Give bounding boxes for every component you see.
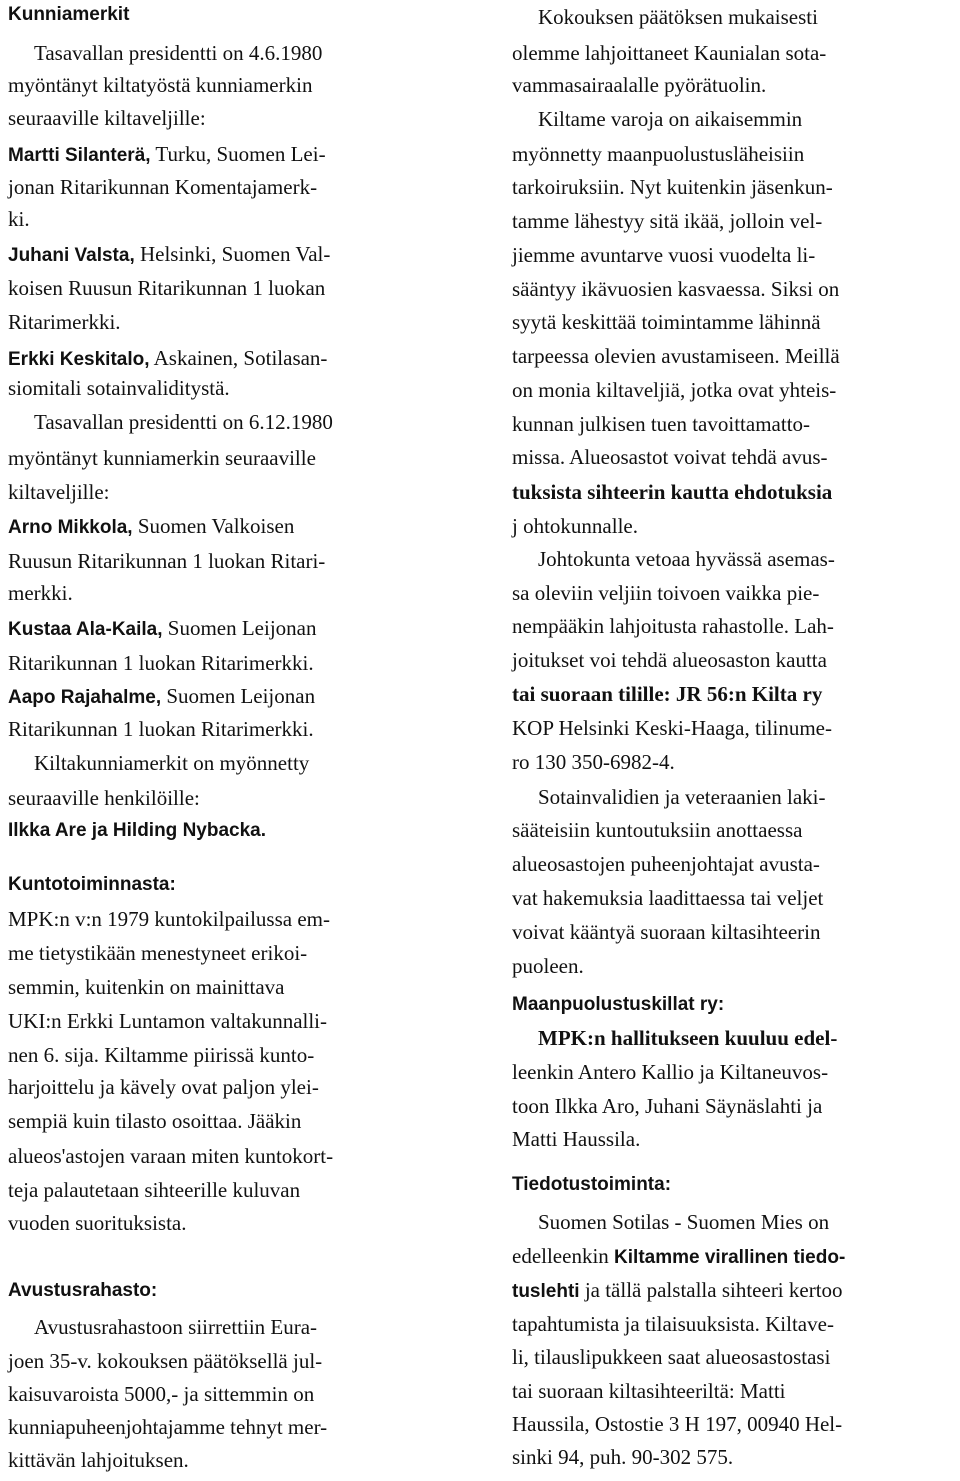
text-line: j ohtokunnalle. — [512, 514, 638, 538]
text-line: vammasairaalalle pyörätuolin. — [512, 73, 767, 97]
text-line — [512, 1243, 845, 1269]
highlighted-text: tuksista sihteerin kautta ehdotuksia — [512, 480, 833, 504]
text-line: Tasavallan presidentti on 6.12.1980 — [34, 410, 333, 434]
text-line: Suomen Sotilas - Suomen Mies on — [538, 1210, 830, 1234]
text-line: jiemme avuntarve vuosi vuodelta li- — [512, 243, 816, 267]
text-line: li, tilauslipukkeen saat alueosastostasi — [512, 1345, 831, 1369]
text-line: tapahtumista ja tilaisuuksista. Kiltave- — [512, 1312, 834, 1336]
recipient-names: Ilkka Are ja Hilding Nybacka. — [8, 820, 267, 841]
award-entry-keskitalo — [8, 345, 327, 371]
text-line: voivat kääntyä suoraan kiltasihteerin — [512, 920, 821, 944]
bank-account-text: tai suoraan tilille: JR 56:n Kilta ry — [512, 682, 823, 706]
text-line: on monia kiltaveljiä, jotka ovat yhteis- — [512, 378, 837, 402]
text-line: Ruusun Ritarikunnan 1 luokan Ritari- — [8, 549, 326, 573]
text-line: nempääkin lahjoitusta rahastolle. Lah- — [512, 614, 834, 638]
text-line: MPK:n v:n 1979 kuntokilpailussa em- — [8, 907, 330, 931]
text-line: vat hakemuksia laadittaessa tai veljet — [512, 886, 824, 910]
text-line: olemme lahjoittaneet Kaunialan sota- — [512, 41, 827, 65]
text-line — [512, 479, 832, 505]
recipient-name: Martti Silanterä, — [8, 145, 151, 166]
text-line: alueosastojen puheenjohtajat avusta- — [512, 852, 820, 876]
text-line: Kiltame varoja on aikaisemmin — [538, 107, 803, 131]
text-line: siomitali sotainvaliditystä. — [8, 376, 230, 400]
text-line: Kokouksen päätöksen mukaisesti — [538, 5, 818, 29]
award-entry-valsta — [8, 241, 330, 267]
text-line: merkki. — [8, 581, 73, 605]
section-heading-maanpuolustuskillat: Maanpuolustuskillat ry: — [512, 994, 725, 1015]
award-entry-rajahalme — [8, 683, 315, 709]
award-text: Suomen Valkoisen — [132, 514, 295, 538]
text-line: sempiä kuin tilasto osoittaa. Jääkin — [8, 1109, 302, 1133]
text-line: harjoittelu ja kävely ovat paljon ylei- — [8, 1075, 319, 1099]
text-line: koisen Ruusun Ritarikunnan 1 luokan — [8, 276, 326, 300]
text-line: Ritarikunnan 1 luokan Ritarimerkki. — [8, 717, 314, 741]
section-heading-tiedotustoiminta: Tiedotustoiminta: — [512, 1174, 672, 1195]
text-line: kiltaveljille: — [8, 480, 110, 504]
award-entry-silantera — [8, 141, 326, 167]
text-line: tai suoraan kiltasihteeriltä: Matti — [512, 1379, 786, 1403]
text-line: myöntänyt kunniamerkin seuraaville — [8, 446, 316, 470]
text-line: sääteisiin kuntoutuksiin anottaessa — [512, 818, 803, 842]
text-line: UKI:n Erkki Luntamon valtakunnalli- — [8, 1009, 328, 1033]
text-line: vuoden suorituksista. — [8, 1211, 187, 1235]
text-line: puoleen. — [512, 954, 584, 978]
text-line: joitukset voi tehdä alueosaston kautta — [512, 648, 827, 672]
text-line: missa. Alueosastot voivat tehdä avus- — [512, 445, 828, 469]
text-line: kunnan julkisen tuen tavoittamatto- — [512, 412, 811, 436]
text-line: tarkoiruksiin. Nyt kuitenkin jäsenkun- — [512, 175, 833, 199]
award-text: Turku, Suomen Lei- — [150, 142, 326, 166]
recipient-name: Erkki Keskitalo, — [8, 349, 150, 370]
text-line: joen 35-v. kokouksen päätöksellä jul- — [8, 1349, 323, 1373]
text-line: seuraaville kiltaveljille: — [8, 106, 206, 130]
text-line: kaisuvaroista 5000,- ja sittemmin on — [8, 1382, 315, 1406]
award-text: Suomen Leijonan — [162, 616, 317, 640]
text-line — [512, 681, 822, 707]
text-line: Sotainvalidien ja veteraanien laki- — [538, 785, 826, 809]
text-line: Matti Haussila. — [512, 1127, 641, 1151]
text-line: ro 130 350-6982-4. — [512, 750, 675, 774]
text-line: teja palautetaan sihteerille kuluvan — [8, 1178, 301, 1202]
text-line: Johtokunta vetoaa hyvässä asemas- — [538, 547, 835, 571]
recipient-name: Aapo Rajahalme, — [8, 687, 162, 708]
highlighted-text: MPK:n hallitukseen kuuluu edel- — [538, 1026, 838, 1050]
text-line: myönnetty maanpuolustusläheisiin — [512, 142, 805, 166]
text-line: syytä keskittää toimintamme lähinnä — [512, 310, 821, 334]
text-line: Haussila, Ostostie 3 H 197, 00940 Hel- — [512, 1412, 843, 1436]
recipient-name: Juhani Valsta, — [8, 245, 135, 266]
text-line: kittävän lahjoituksen. — [8, 1448, 189, 1472]
text-line: me tietystikään menestyneet erikoi- — [8, 941, 308, 965]
text-line — [512, 1277, 843, 1303]
text-line: alueos'astojen varaan miten kuntokort- — [8, 1144, 334, 1168]
text-line: kunniapuheenjohtajamme tehnyt mer- — [8, 1415, 328, 1439]
award-text: Askainen, Sotilasan- — [149, 346, 328, 370]
text-line: Ritarimerkki. — [8, 310, 121, 334]
section-heading-kuntotoiminnasta: Kuntotoiminnasta: — [8, 874, 176, 895]
award-entry-ala-kaila — [8, 615, 317, 641]
text-line: sa oleviin veljiin toivoen vaikka pie- — [512, 581, 820, 605]
highlighted-text: Kiltamme virallinen tiedo- — [614, 1247, 846, 1268]
text-line: sääntyy ikävuosien kasvaessa. Siksi on — [512, 277, 840, 301]
section-heading-kunniamerkit: Kunniamerkit — [8, 4, 130, 25]
text-line: tarpeessa olevien avustamiseen. Meillä — [512, 344, 840, 368]
text-line: KOP Helsinki Keski-Haaga, tilinume- — [512, 716, 832, 740]
award-text: Helsinki, Suomen Val- — [134, 242, 331, 266]
text-line: toon Ilkka Aro, Juhani Säynäslahti ja — [512, 1094, 823, 1118]
award-names-line — [8, 816, 266, 842]
award-text: Suomen Leijonan — [161, 684, 316, 708]
text-line: sinki 94, puh. 90-302 575. — [512, 1445, 734, 1469]
text-line: Avustusrahastoon siirrettiin Eura- — [34, 1315, 318, 1339]
text-line: nen 6. sija. Kiltamme piirissä kunto- — [8, 1043, 315, 1067]
text-line: seuraaville henkilöille: — [8, 786, 200, 810]
text-line: ki. — [8, 207, 30, 231]
text-line: myöntänyt kiltatyöstä kunniamerkin — [8, 73, 313, 97]
text-line: tamme lähestyy sitä ikää, jolloin vel- — [512, 209, 823, 233]
recipient-name: Arno Mikkola, — [8, 517, 133, 538]
award-entry-mikkola — [8, 513, 294, 539]
highlighted-text: tuslehti — [512, 1281, 580, 1302]
text-line: semmin, kuitenkin on mainittava — [8, 975, 285, 999]
text-line: Ritarikunnan 1 luokan Ritarimerkki. — [8, 651, 314, 675]
text-line: leenkin Antero Kallio ja Kiltaneuvos- — [512, 1060, 829, 1084]
text-line: Tasavallan presidentti on 4.6.1980 — [34, 41, 323, 65]
text-line — [538, 1025, 837, 1051]
recipient-name: Kustaa Ala-Kaila, — [8, 619, 163, 640]
text-line: jonan Ritarikunnan Komentajamerk- — [8, 175, 318, 199]
text-fragment: edelleenkin — [512, 1244, 615, 1268]
text-line: Kiltakunniamerkit on myönnetty — [34, 751, 310, 775]
section-heading-avustusrahasto: Avustusrahasto: — [8, 1280, 158, 1301]
text-fragment: ja tällä palstalla sihteeri kertoo — [579, 1278, 843, 1302]
